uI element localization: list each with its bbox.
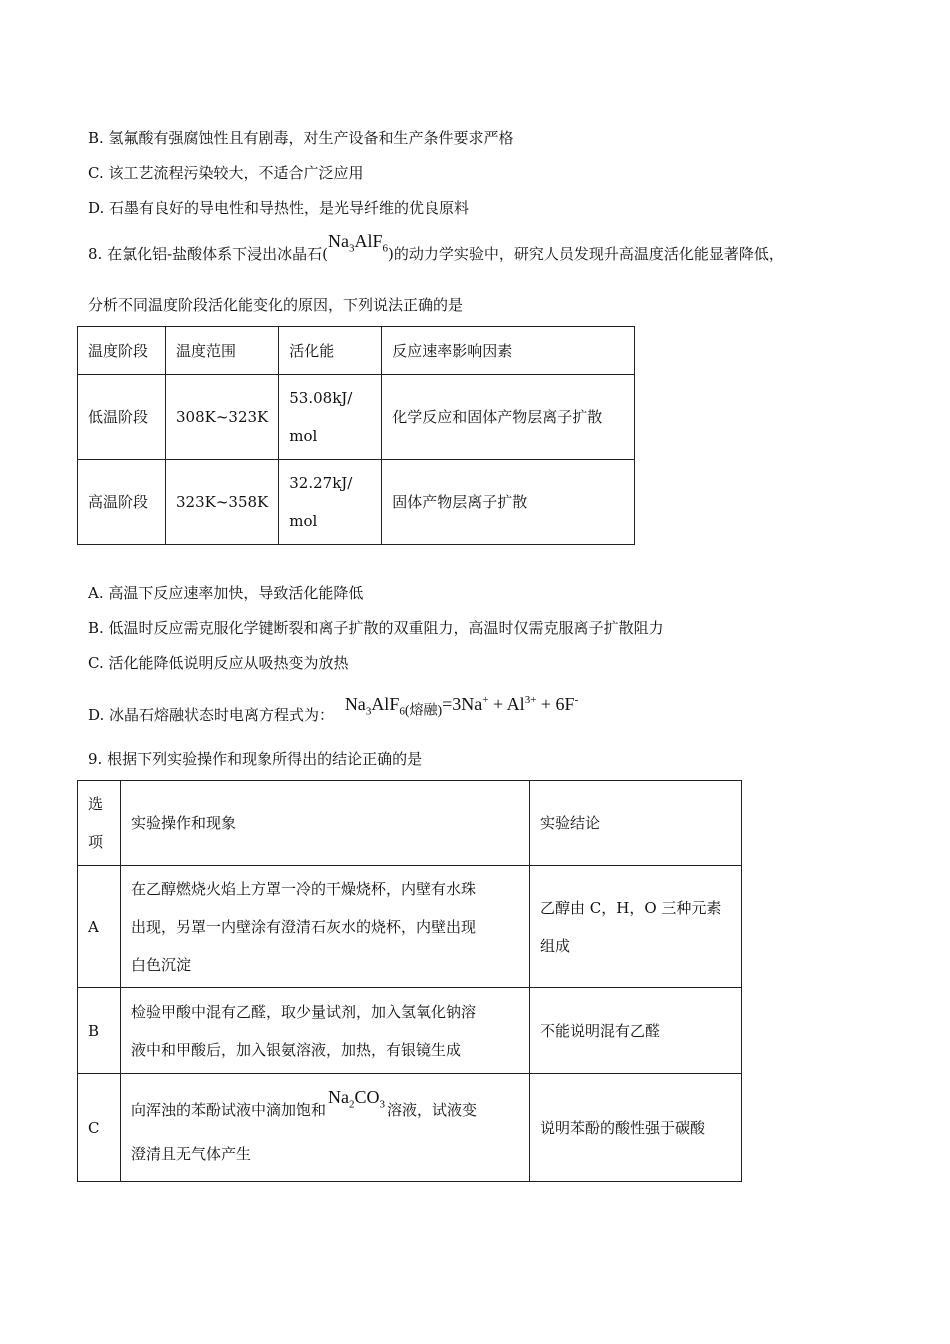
cell-stage: 高温阶段 <box>78 460 166 545</box>
q7-option-d: D. 石墨有良好的导电性和导热性，是光导纤维的优良原料 <box>88 199 470 217</box>
cell-operation: 检验甲酸中混有乙醛，取少量试剂，加入氢氧化钠溶 液中和甲酸后，加入银氨溶液，加热，有银镜生成 <box>121 988 530 1074</box>
cell-conclusion: 说明苯酚的酸性强于碳酸 <box>530 1074 742 1182</box>
cell-option: C <box>78 1074 121 1182</box>
table-row <box>78 988 742 1074</box>
q7-option-b: B. 氢氟酸有强腐蚀性且有剧毒，对生产设备和生产条件要求严格 <box>88 129 514 147</box>
cell-option: A <box>78 866 121 988</box>
cryolite-formula: $Na_3AlF_6$ <box>328 231 389 255</box>
header-range: 温度范围 <box>166 327 279 375</box>
table-row <box>78 1074 742 1182</box>
table-row <box>78 460 635 545</box>
table-header-row <box>78 327 635 375</box>
header-conclusion: 实验结论 <box>530 781 742 866</box>
cell-operation: 在乙醇燃烧火焰上方罩一冷的干燥烧杯，内壁有水珠 出现，另罩一内壁涂有澄清石灰水的烧杯，内壁出现 白色沉淀 <box>121 866 530 988</box>
cell-conclusion: 乙醇由 C，H，O 三种元素 组成 <box>530 866 742 988</box>
q8-option-b: B. 低温时反应需克服化学键断裂和离子扩散的双重阻力，高温时仅需克服离子扩散阻力 <box>88 619 664 637</box>
q8-option-c: C. 活化能降低说明反应从吸热变为放热 <box>88 654 349 672</box>
cell-range: 308K~323K <box>166 375 279 460</box>
header-ea: 活化能 <box>279 327 382 375</box>
cell-factor: 固体产物层离子扩散 <box>382 460 635 545</box>
ionization-equation: $Na_3AlF_{6(熔融)}=3Na^+ + Al^{3+} + 6F^-$ <box>344 694 579 719</box>
q8-stem-line2: 分析不同温度阶段活化能变化的原因，下列说法正确的是 <box>88 296 464 314</box>
header-stage: 温度阶段 <box>78 327 166 375</box>
table-header-row <box>78 781 742 866</box>
cell-range: 323K~358K <box>166 460 279 545</box>
q8-stem: 8. 在氯化铝-盐酸体系下浸出冰晶石$(Na_3AlF_6)$的动力学实验中，研究人员发现升高温度活化能显著降低， <box>88 231 784 263</box>
cell-factor: 化学反应和固体产物层离子扩散 <box>382 375 635 460</box>
q9-table <box>77 780 742 1182</box>
cell-ea: 32.27kJ/ mol <box>279 460 382 545</box>
header-option: 选 项 <box>78 781 121 866</box>
cell-ea: 53.08kJ/ mol <box>279 375 382 460</box>
header-operation: 实验操作和现象 <box>121 781 530 866</box>
sodium-carbonate-formula: $Na_2CO_3$ <box>328 1086 386 1111</box>
header-factor: 反应速率影响因素 <box>382 327 635 375</box>
q9-stem: 9. 根据下列实验操作和现象所得出的结论正确的是 <box>88 750 423 768</box>
cell-operation: 向浑浊的苯酚试液中滴加饱和$Na_2CO_3$ 溶液，试液变 澄清且无气体产生 <box>121 1074 530 1182</box>
cell-option: B <box>78 988 121 1074</box>
table-row <box>78 375 635 460</box>
cell-conclusion: 不能说明混有乙醛 <box>530 988 742 1074</box>
q8-option-a: A. 高温下反应速率加快，导致活化能降低 <box>88 584 364 602</box>
q8-table <box>77 326 635 545</box>
cell-stage: 低温阶段 <box>78 375 166 460</box>
q8-option-d: D. 冰晶石熔融状态时电离方程式为： $Na_3AlF_{6(熔融)}=3Na^+ + Al^{3+} + 6F^-$ <box>88 694 579 724</box>
q7-option-c: C. 该工艺流程污染较大，不适合广泛应用 <box>88 164 364 182</box>
table-row <box>78 866 742 988</box>
